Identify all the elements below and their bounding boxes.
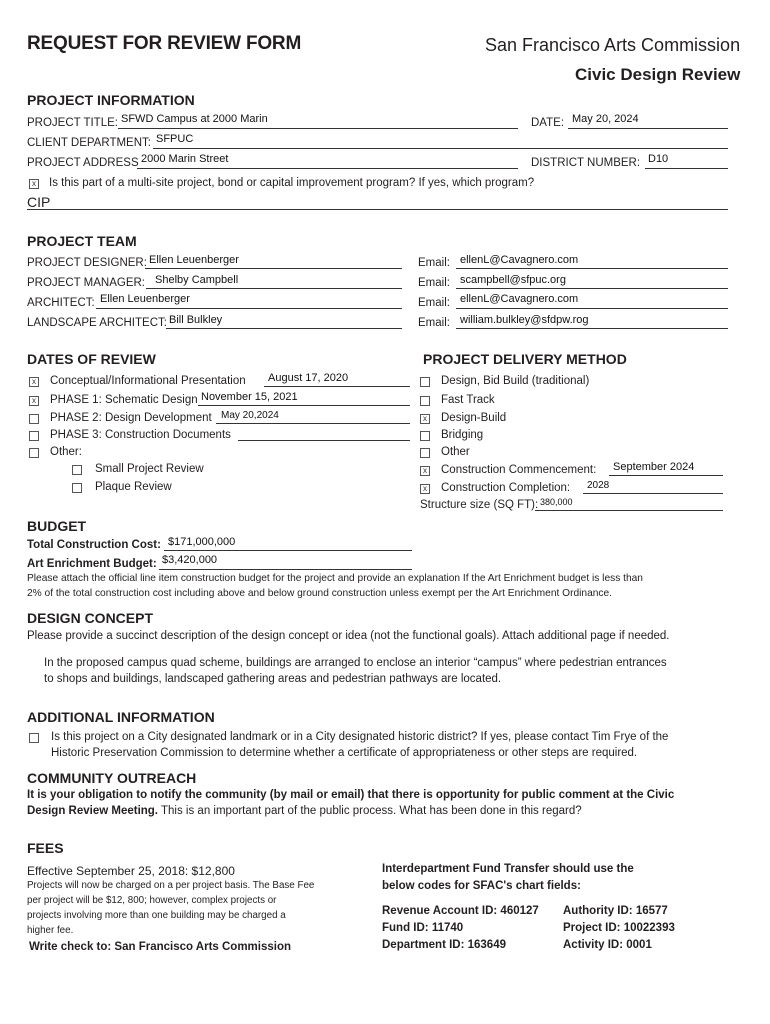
delivery-method-heading: PROJECT DELIVERY METHOD — [423, 351, 627, 367]
commencement-label: Construction Commencement: — [441, 464, 597, 476]
fees-note-line4: higher fee. — [27, 925, 74, 936]
transfer-line2: below codes for SFAC's chart fields: — [382, 880, 581, 892]
fees-note-line3: projects involving more than one building may be charged a — [27, 910, 286, 921]
budget-note-line1: Please attach the official line item construction budget for the project and provide an explanation If the Art Enrichment budget is less than — [27, 573, 643, 584]
designer-email-label: Email: — [418, 257, 450, 269]
conceptual-label: Conceptual/Informational Presentation — [50, 375, 246, 387]
multisite-question: Is this part of a multi-site project, bond or capital improvement program? If yes, which program? — [49, 177, 535, 189]
form-subtitle: Civic Design Review — [575, 65, 741, 84]
other-review-checkbox[interactable] — [29, 448, 39, 458]
project-designer-line — [145, 268, 402, 269]
landscape-email-line — [456, 328, 728, 329]
art-budget-label: Art Enrichment Budget: — [27, 558, 157, 570]
conceptual-date-field[interactable]: August 17, 2020 — [268, 372, 349, 384]
conceptual-checkbox[interactable]: x — [29, 377, 39, 387]
phase3-checkbox[interactable] — [29, 431, 39, 441]
project-title-label: PROJECT TITLE: — [27, 117, 118, 129]
plaque-review-label: Plaque Review — [95, 481, 172, 493]
landmark-question-line1: Is this project on a City designated landmark or in a City designated historic district? If yes, please contact Tim Frye of the — [51, 731, 669, 743]
organization-name: San Francisco Arts Commission — [485, 35, 741, 55]
design-concept-instruction: Please provide a succinct description of the design concept or idea (not the functional goals). Attach additional page if needed. — [27, 630, 670, 642]
revenue-account-id: Revenue Account ID: 460127 — [382, 905, 539, 917]
project-address-line — [137, 168, 518, 169]
phase1-label: PHASE 1: Schematic Design — [50, 394, 198, 406]
completion-checkbox[interactable]: x — [420, 484, 430, 494]
landscape-architect-label: LANDSCAPE ARCHITECT: — [27, 317, 167, 329]
commencement-line — [609, 475, 723, 476]
phase2-date-field[interactable]: May 20,2024 — [221, 410, 279, 421]
district-number-line — [645, 168, 728, 169]
project-designer-label: PROJECT DESIGNER: — [27, 257, 147, 269]
date-field[interactable]: May 20, 2024 — [572, 113, 639, 125]
bridging-label: Bridging — [441, 429, 484, 441]
landscape-email-field[interactable]: william.bulkley@sfdpw.rog — [460, 314, 589, 326]
transfer-line1: Interdepartment Fund Transfer should use the — [382, 863, 634, 875]
client-department-field[interactable]: SFPUC — [156, 133, 194, 145]
design-bid-build-label: Design, Bid Build (traditional) — [441, 375, 590, 387]
budget-note-line2: 2% of the total construction cost including above and below ground construction unless exempt per the Art Enrichment Ordinance. — [27, 588, 612, 599]
multisite-line — [27, 209, 728, 210]
art-budget-line — [159, 569, 412, 570]
phase3-label: PHASE 3: Construction Documents — [50, 429, 231, 441]
total-cost-line — [164, 550, 412, 551]
landscape-architect-line — [166, 328, 402, 329]
bridging-checkbox[interactable] — [420, 431, 430, 441]
client-department-line — [153, 148, 728, 149]
fees-effective: Effective September 25, 2018: $12,800 — [27, 864, 235, 878]
other-review-label: Other: — [50, 446, 82, 458]
architect-email-line — [456, 308, 728, 309]
additional-information-heading: ADDITIONAL INFORMATION — [27, 709, 215, 725]
project-address-label: PROJECT ADDRESS — [27, 157, 139, 169]
project-address-field[interactable]: 2000 Marin Street — [141, 153, 229, 165]
design-concept-text-line2[interactable]: to shops and buildings, landscaped gathering areas and pedestrian pathways are located. — [44, 673, 502, 685]
architect-email-label: Email: — [418, 297, 450, 309]
design-concept-heading: DESIGN CONCEPT — [27, 610, 154, 626]
project-team-heading: PROJECT TEAM — [27, 233, 137, 249]
phase2-label: PHASE 2: Design Development — [50, 412, 212, 424]
completion-field[interactable]: 2028 — [587, 480, 610, 491]
project-manager-field[interactable]: Shelby Campbell — [155, 274, 239, 286]
fees-note-line1: Projects will now be charged on a per project basis. The Base Fee — [27, 880, 315, 891]
art-budget-field[interactable]: $3,420,000 — [162, 554, 218, 566]
architect-field[interactable]: Ellen Leuenberger — [100, 293, 190, 305]
total-cost-field[interactable]: $171,000,000 — [168, 536, 236, 548]
outreach-obligation-line1: It is your obligation to notify the community (by mail or email) that there is opportunity for public comment at the Civic — [27, 789, 675, 801]
manager-email-field[interactable]: scampbell@sfpuc.org — [460, 274, 566, 286]
project-id: Project ID: 10022393 — [563, 922, 675, 934]
completion-line — [583, 493, 723, 494]
fees-heading: FEES — [27, 840, 64, 856]
small-project-checkbox[interactable] — [72, 465, 82, 475]
structure-size-line — [535, 510, 723, 511]
structure-size-label: Structure size (SQ FT): — [420, 499, 539, 511]
fund-id: Fund ID: 11740 — [382, 922, 464, 934]
commencement-checkbox[interactable]: x — [420, 466, 430, 476]
phase3-line — [238, 440, 410, 441]
outreach-question: This is an important part of the public process. What has been done in this regard? — [158, 805, 582, 817]
project-title-field[interactable]: SFWD Campus at 2000 Marin — [121, 113, 268, 125]
landscape-email-label: Email: — [418, 317, 450, 329]
multisite-checkbox[interactable]: x — [29, 179, 39, 189]
architect-line — [96, 308, 402, 309]
architect-email-field[interactable]: ellenL@Cavagnero.com — [460, 293, 579, 305]
budget-heading: BUDGET — [27, 518, 87, 534]
district-number-label: DISTRICT NUMBER: — [531, 157, 641, 169]
landmark-checkbox[interactable] — [29, 733, 39, 743]
architect-label: ARCHITECT: — [27, 297, 95, 309]
design-build-checkbox[interactable]: x — [420, 414, 430, 424]
fast-track-label: Fast Track — [441, 394, 495, 406]
date-line — [568, 128, 728, 129]
completion-label: Construction Completion: — [441, 482, 571, 494]
phase2-checkbox[interactable] — [29, 414, 39, 424]
project-manager-label: PROJECT MANAGER: — [27, 277, 145, 289]
project-manager-line — [146, 288, 402, 289]
project-information-heading: PROJECT INFORMATION — [27, 92, 195, 108]
multisite-program-field[interactable]: CIP — [27, 194, 51, 210]
manager-email-label: Email: — [418, 277, 450, 289]
design-build-label: Design-Build — [441, 412, 507, 424]
community-outreach-heading: COMMUNITY OUTREACH — [27, 770, 197, 786]
conceptual-line — [264, 386, 410, 387]
phase1-checkbox[interactable]: x — [29, 396, 39, 406]
authority-id: Authority ID: 16577 — [563, 905, 668, 917]
form-title: REQUEST FOR REVIEW FORM — [27, 33, 302, 54]
dates-of-review-heading: DATES OF REVIEW — [27, 351, 156, 367]
department-id: Department ID: 163649 — [382, 939, 506, 951]
small-project-label: Small Project Review — [95, 463, 204, 475]
phase1-line — [198, 405, 410, 406]
phase2-line — [216, 423, 410, 424]
write-check-to: Write check to: San Francisco Arts Commission — [29, 941, 292, 953]
design-bid-build-checkbox[interactable] — [420, 377, 430, 387]
total-cost-label: Total Construction Cost: — [27, 539, 161, 551]
fees-note-line2: per project will be $12, 800; however, complex projects or — [27, 895, 277, 906]
manager-email-line — [456, 288, 728, 289]
date-label: DATE: — [531, 117, 565, 129]
activity-id: Activity ID: 0001 — [563, 939, 652, 951]
other-method-checkbox[interactable] — [420, 448, 430, 458]
other-method-label: Other — [441, 446, 470, 458]
fast-track-checkbox[interactable] — [420, 396, 430, 406]
commencement-field[interactable]: September 2024 — [613, 461, 695, 473]
landscape-architect-field[interactable]: Bill Bulkley — [169, 314, 223, 326]
project-designer-field[interactable]: Ellen Leuenberger — [149, 254, 239, 266]
district-number-field[interactable]: D10 — [648, 153, 669, 165]
phase1-date-field[interactable]: November 15, 2021 — [201, 391, 298, 403]
designer-email-line — [456, 268, 728, 269]
client-department-label: CLIENT DEPARTMENT: — [27, 137, 151, 149]
plaque-review-checkbox[interactable] — [72, 483, 82, 493]
project-title-line — [118, 128, 518, 129]
design-concept-text-line1[interactable]: In the proposed campus quad scheme, buildings are arranged to enclose an interior “campus” where pedestrian entrances — [44, 657, 667, 669]
outreach-obligation-line2: Design Review Meeting. — [27, 805, 159, 817]
landmark-question-line2: Historic Preservation Commission to determine whether a certificate of appropriateness or other steps are required. — [51, 747, 638, 759]
structure-size-field[interactable]: 380,000 — [540, 497, 573, 507]
designer-email-field[interactable]: ellenL@Cavagnero.com — [460, 254, 579, 266]
